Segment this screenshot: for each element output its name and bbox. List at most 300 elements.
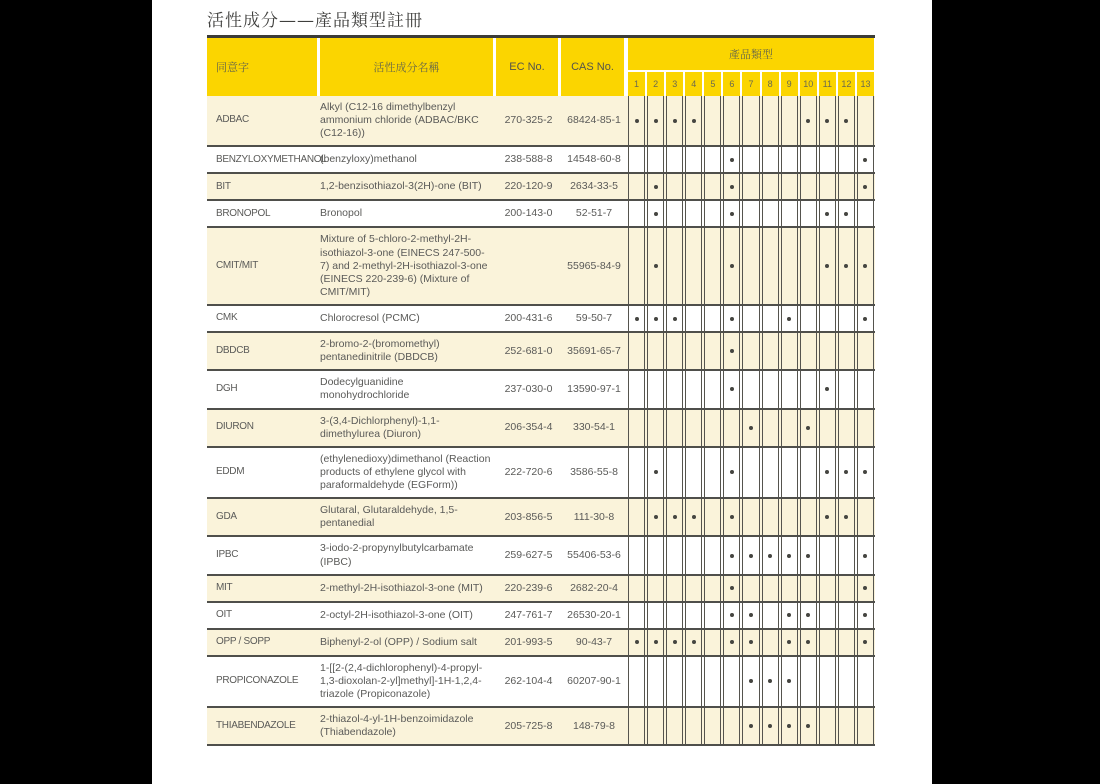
product-type-cell-9 [781, 708, 798, 744]
registered-dot-marker [654, 515, 658, 519]
product-type-cell-1 [628, 201, 645, 226]
product-type-cell-3 [666, 96, 683, 145]
registered-dot-marker [654, 264, 658, 268]
registered-dot-marker [692, 515, 696, 519]
ec-no-cell: 203-856-5 [504, 510, 553, 523]
table-body [207, 96, 875, 746]
header-cas-no: CAS No. [561, 38, 627, 96]
synonym-cell: ADBAC [216, 114, 249, 126]
ec-no-cell [496, 228, 561, 304]
product-type-cell-1 [628, 708, 645, 744]
registered-dot-marker [654, 185, 658, 189]
ingredient-name-cell: 1,2-benzisothiazol-3(2H)-one (BIT) [320, 180, 482, 193]
product-type-cell-3 [666, 174, 683, 199]
header-ec-no: EC No. [496, 38, 561, 96]
registered-dot-marker [768, 679, 772, 683]
product-type-cell-7 [742, 306, 759, 331]
product-type-cell-1 [628, 657, 645, 706]
product-type-cell-9 [781, 448, 798, 497]
product-type-cell-3 [666, 201, 683, 226]
synonym-cell: DGH [216, 383, 238, 395]
product-type-cell-11 [819, 306, 836, 331]
product-type-cell-5 [704, 448, 721, 497]
product-type-cell-6 [723, 603, 740, 628]
product-type-cell-11 [819, 657, 836, 706]
table-row [207, 657, 875, 708]
product-type-cell-13 [857, 576, 874, 601]
table-row [207, 306, 875, 333]
cas-no-cell: 330-54-1 [572, 421, 616, 434]
registered-dot-marker [749, 640, 753, 644]
product-type-cell-4 [685, 371, 702, 407]
registered-dot-marker [844, 470, 848, 474]
product-type-cell-13 [857, 147, 874, 172]
registered-dot-marker [863, 640, 867, 644]
document-page [152, 0, 932, 784]
product-type-cell-13 [857, 657, 874, 706]
product-type-cell-11 [819, 201, 836, 226]
ec-no-cell: 220-239-6 [504, 581, 553, 594]
product-type-cell-3 [666, 630, 683, 655]
ec-no-cell: 206-354-4 [504, 421, 553, 434]
header-product-type-numbers [627, 72, 875, 96]
product-type-cell-2 [647, 537, 664, 573]
product-type-cell-2 [647, 603, 664, 628]
registered-dot-marker [768, 724, 772, 728]
product-type-cell-10 [800, 96, 817, 145]
synonym-cell: OPP / SOPP [216, 635, 271, 647]
product-type-cell-5 [704, 603, 721, 628]
registered-dot-marker [730, 613, 734, 617]
ec-no-cell: 200-143-0 [504, 207, 553, 220]
synonym-cell: PROPICONAZOLE [216, 675, 299, 687]
product-type-cell-7 [742, 201, 759, 226]
ingredients-table [207, 35, 875, 746]
registered-dot-marker [787, 640, 791, 644]
table-row [207, 410, 875, 448]
product-type-cell-12 [838, 174, 855, 199]
product-type-cell-3 [666, 448, 683, 497]
product-type-column-12: 12 [838, 72, 855, 96]
header-product-types [627, 38, 875, 96]
product-type-cell-6 [723, 499, 740, 535]
ingredient-name-cell: Glutaral, Glutaraldehyde, 1,5-pentanedial [320, 504, 458, 530]
ingredient-name-cell: 2-octyl-2H-isothiazol-3-one (OIT) [320, 608, 473, 621]
registered-dot-marker [863, 158, 867, 162]
registered-dot-marker [654, 470, 658, 474]
registered-dot-marker [787, 317, 791, 321]
product-type-cell-10 [800, 174, 817, 199]
product-type-cell-13 [857, 499, 874, 535]
synonym-cell: THIABENDAZOLE [216, 719, 296, 731]
product-type-cell-3 [666, 410, 683, 446]
registered-dot-marker [825, 515, 829, 519]
product-type-cell-11 [819, 333, 836, 369]
product-type-cell-9 [781, 333, 798, 369]
cas-no-cell: 111-30-8 [573, 510, 615, 523]
product-type-cell-10 [800, 708, 817, 744]
product-type-cell-8 [762, 201, 779, 226]
registered-dot-marker [654, 119, 658, 123]
registered-dot-marker [749, 679, 753, 683]
product-type-cell-1 [628, 499, 645, 535]
product-type-cell-3 [666, 603, 683, 628]
product-type-cell-5 [704, 174, 721, 199]
product-type-cell-9 [781, 96, 798, 145]
table-row [207, 228, 875, 306]
cas-no-cell: 59-50-7 [575, 311, 613, 324]
product-type-cell-6 [723, 630, 740, 655]
registered-dot-marker [654, 212, 658, 216]
table-row [207, 630, 875, 657]
product-type-cell-10 [800, 228, 817, 304]
product-type-cell-9 [781, 371, 798, 407]
product-type-cell-4 [685, 201, 702, 226]
table-row [207, 96, 875, 147]
product-type-cell-13 [857, 228, 874, 304]
table-row [207, 201, 875, 228]
product-type-cell-6 [723, 410, 740, 446]
product-type-cell-12 [838, 96, 855, 145]
synonym-cell: IPBC [216, 549, 239, 561]
product-type-cell-2 [647, 657, 664, 706]
table-row [207, 333, 875, 371]
product-type-cell-6 [723, 657, 740, 706]
table-row [207, 537, 875, 575]
product-type-cell-8 [762, 306, 779, 331]
product-type-cell-13 [857, 603, 874, 628]
product-type-cell-12 [838, 448, 855, 497]
product-type-cells [627, 499, 875, 535]
product-type-cell-10 [800, 333, 817, 369]
registered-dot-marker [730, 349, 734, 353]
registered-dot-marker [730, 470, 734, 474]
product-type-cell-11 [819, 603, 836, 628]
registered-dot-marker [673, 317, 677, 321]
product-type-column-6: 6 [723, 72, 740, 96]
product-type-cell-11 [819, 147, 836, 172]
product-type-column-8: 8 [762, 72, 779, 96]
ingredient-name-cell: 3-iodo-2-propynylbutylcarbamate (IPBC) [320, 542, 474, 568]
product-type-cell-8 [762, 410, 779, 446]
product-type-cells [627, 630, 875, 655]
product-type-cell-9 [781, 174, 798, 199]
cas-no-cell: 55965-84-9 [567, 259, 621, 272]
product-type-cell-1 [628, 410, 645, 446]
product-type-cell-1 [628, 96, 645, 145]
registered-dot-marker [863, 613, 867, 617]
product-type-cell-9 [781, 410, 798, 446]
synonym-cell: DBDCB [216, 344, 250, 356]
product-type-cells [627, 410, 875, 446]
product-type-cell-8 [762, 630, 779, 655]
product-type-cell-13 [857, 306, 874, 331]
registered-dot-marker [825, 212, 829, 216]
ingredient-name-cell: Bronopol [320, 207, 363, 220]
product-type-cell-5 [704, 657, 721, 706]
registered-dot-marker [635, 640, 639, 644]
product-type-cell-6 [723, 147, 740, 172]
product-type-cells [627, 603, 875, 628]
synonym-cell: BRONOPOL [216, 207, 271, 219]
product-type-cell-3 [666, 499, 683, 535]
registered-dot-marker [806, 613, 810, 617]
product-type-cell-1 [628, 174, 645, 199]
registered-dot-marker [692, 640, 696, 644]
cas-no-cell: 13590-97-1 [567, 382, 621, 395]
product-type-cell-7 [742, 657, 759, 706]
product-type-cell-13 [857, 96, 874, 145]
ec-no-cell: 205-725-8 [504, 719, 553, 732]
product-type-cell-9 [781, 537, 798, 573]
product-type-cell-4 [685, 147, 702, 172]
product-type-cell-13 [857, 537, 874, 573]
table-row [207, 603, 875, 630]
product-type-cell-7 [742, 576, 759, 601]
cas-no-cell: 148-79-8 [572, 719, 616, 732]
product-type-cell-9 [781, 306, 798, 331]
product-type-cell-5 [704, 147, 721, 172]
cas-no-cell: 90-43-7 [575, 635, 613, 648]
product-type-cell-3 [666, 576, 683, 601]
ec-no-cell: 270-325-2 [504, 114, 553, 127]
table-row [207, 371, 875, 409]
product-type-cells [627, 96, 875, 145]
product-type-cell-6 [723, 576, 740, 601]
product-type-cell-4 [685, 708, 702, 744]
product-type-column-7: 7 [742, 72, 759, 96]
product-type-cell-6 [723, 174, 740, 199]
product-type-cell-1 [628, 333, 645, 369]
product-type-cell-13 [857, 201, 874, 226]
table-row [207, 147, 875, 174]
registered-dot-marker [825, 264, 829, 268]
product-type-cell-6 [723, 228, 740, 304]
synonym-cell: CMIT/MIT [216, 259, 259, 271]
product-type-cell-7 [742, 333, 759, 369]
product-type-cell-2 [647, 174, 664, 199]
product-type-cell-10 [800, 603, 817, 628]
product-type-cell-11 [819, 537, 836, 573]
product-type-cell-12 [838, 371, 855, 407]
header-ingredient-name: 活性成分名稱 [320, 38, 496, 96]
product-type-cell-7 [742, 630, 759, 655]
product-type-cell-7 [742, 448, 759, 497]
product-type-cell-12 [838, 630, 855, 655]
product-type-cell-4 [685, 499, 702, 535]
registered-dot-marker [806, 426, 810, 430]
registered-dot-marker [863, 185, 867, 189]
product-type-cell-12 [838, 537, 855, 573]
registered-dot-marker [787, 554, 791, 558]
product-type-cell-6 [723, 537, 740, 573]
product-type-cell-2 [647, 708, 664, 744]
product-type-cell-11 [819, 371, 836, 407]
product-type-cell-7 [742, 147, 759, 172]
product-type-cell-2 [647, 147, 664, 172]
registered-dot-marker [844, 515, 848, 519]
table-row [207, 576, 875, 603]
ingredient-name-cell: Mixture of 5-chloro-2-methyl-2H-isothiazol-3-one (EINECS 247-500-7) and 2-methyl-2H-isothiazol-3-one (EINECS 220-239-6) (Mixture of CMIT/MIT) [320, 233, 488, 298]
product-type-cell-2 [647, 333, 664, 369]
ingredient-name-cell: Biphenyl-2-ol (OPP) / Sodium salt [320, 635, 477, 648]
registered-dot-marker [825, 119, 829, 123]
cas-no-cell: 60207-90-1 [567, 674, 621, 687]
product-type-cell-8 [762, 537, 779, 573]
product-type-cell-1 [628, 603, 645, 628]
registered-dot-marker [749, 426, 753, 430]
product-type-cell-10 [800, 306, 817, 331]
cas-no-cell: 55406-53-6 [567, 548, 621, 561]
product-type-cell-6 [723, 306, 740, 331]
synonym-cell: BENZYLOXYMETHANOL [216, 153, 327, 165]
product-type-cell-13 [857, 371, 874, 407]
product-type-cell-13 [857, 174, 874, 199]
registered-dot-marker [730, 554, 734, 558]
product-type-cell-3 [666, 371, 683, 407]
product-type-cell-2 [647, 201, 664, 226]
product-type-cell-4 [685, 228, 702, 304]
cas-no-cell: 2634-33-5 [570, 180, 618, 193]
cas-no-cell: 35691-65-7 [567, 344, 621, 357]
ec-no-cell: 252-681-0 [504, 344, 553, 357]
product-type-cell-2 [647, 410, 664, 446]
registered-dot-marker [825, 470, 829, 474]
registered-dot-marker [863, 264, 867, 268]
product-type-cell-7 [742, 708, 759, 744]
product-type-cell-9 [781, 228, 798, 304]
synonym-cell: GDA [216, 511, 237, 522]
registered-dot-marker [787, 613, 791, 617]
synonym-cell: MIT [216, 581, 233, 593]
product-type-cell-12 [838, 147, 855, 172]
product-type-cell-4 [685, 174, 702, 199]
product-type-cell-8 [762, 174, 779, 199]
product-type-cell-12 [838, 603, 855, 628]
ec-no-cell: 262-104-4 [504, 674, 553, 687]
product-type-cell-9 [781, 499, 798, 535]
registered-dot-marker [863, 317, 867, 321]
product-type-cell-8 [762, 708, 779, 744]
product-type-cells [627, 708, 875, 744]
product-type-cell-11 [819, 448, 836, 497]
product-type-cell-2 [647, 499, 664, 535]
product-type-cell-9 [781, 201, 798, 226]
product-type-cells [627, 306, 875, 331]
registered-dot-marker [673, 119, 677, 123]
product-type-cell-12 [838, 306, 855, 331]
product-type-cell-7 [742, 96, 759, 145]
product-type-cell-2 [647, 448, 664, 497]
product-type-cell-3 [666, 333, 683, 369]
product-type-cell-3 [666, 657, 683, 706]
ec-no-cell: 220-120-9 [504, 180, 553, 193]
product-type-cell-5 [704, 371, 721, 407]
cas-no-cell: 2682-20-4 [570, 581, 618, 594]
product-type-column-3: 3 [666, 72, 683, 96]
registered-dot-marker [635, 119, 639, 123]
registered-dot-marker [749, 613, 753, 617]
product-type-cell-7 [742, 537, 759, 573]
registered-dot-marker [635, 317, 639, 321]
product-type-cell-9 [781, 603, 798, 628]
product-type-cell-12 [838, 228, 855, 304]
registered-dot-marker [673, 640, 677, 644]
product-type-cell-5 [704, 333, 721, 369]
product-type-cell-3 [666, 306, 683, 331]
product-type-cell-2 [647, 630, 664, 655]
product-type-column-4: 4 [685, 72, 702, 96]
product-type-cell-2 [647, 576, 664, 601]
product-type-cell-3 [666, 228, 683, 304]
page-title: 活性成分——產品類型註冊 [207, 11, 423, 31]
product-type-cell-10 [800, 657, 817, 706]
cas-no-cell: 3586-55-8 [570, 465, 618, 478]
product-type-cell-5 [704, 708, 721, 744]
product-type-cell-4 [685, 410, 702, 446]
ec-no-cell: 201-993-5 [504, 635, 553, 648]
registered-dot-marker [806, 724, 810, 728]
product-type-cell-8 [762, 333, 779, 369]
product-type-cell-12 [838, 410, 855, 446]
product-type-cell-5 [704, 96, 721, 145]
registered-dot-marker [730, 212, 734, 216]
product-type-cell-7 [742, 371, 759, 407]
product-type-cell-4 [685, 603, 702, 628]
ec-no-cell: 247-761-7 [504, 608, 553, 621]
registered-dot-marker [654, 640, 658, 644]
registered-dot-marker [806, 554, 810, 558]
registered-dot-marker [806, 119, 810, 123]
product-type-cell-1 [628, 306, 645, 331]
ec-no-cell: 259-627-5 [504, 548, 553, 561]
ec-no-cell: 222-720-6 [504, 465, 553, 478]
product-type-cells [627, 448, 875, 497]
product-type-cell-1 [628, 147, 645, 172]
product-type-cell-9 [781, 147, 798, 172]
product-type-cell-7 [742, 603, 759, 628]
product-type-cell-1 [628, 576, 645, 601]
registered-dot-marker [825, 387, 829, 391]
table-row [207, 448, 875, 499]
product-type-cell-12 [838, 708, 855, 744]
registered-dot-marker [844, 264, 848, 268]
product-type-cell-10 [800, 537, 817, 573]
product-type-cell-8 [762, 147, 779, 172]
product-type-cell-9 [781, 657, 798, 706]
registered-dot-marker [730, 185, 734, 189]
registered-dot-marker [787, 724, 791, 728]
product-type-cell-11 [819, 410, 836, 446]
registered-dot-marker [844, 119, 848, 123]
synonym-cell: OIT [216, 608, 232, 620]
product-type-cells [627, 371, 875, 407]
product-type-cell-13 [857, 448, 874, 497]
product-type-cell-10 [800, 410, 817, 446]
ingredient-name-cell: 1-[[2-(2,4-dichlorophenyl)-4-propyl-1,3-dioxolan-2-yl]methyl]-1H-1,2,4-triazole (Propiconazole) [320, 661, 483, 700]
product-type-cell-1 [628, 371, 645, 407]
product-type-cell-1 [628, 228, 645, 304]
synonym-cell: BIT [216, 180, 231, 192]
product-type-cells [627, 147, 875, 172]
registered-dot-marker [787, 679, 791, 683]
ingredient-name-cell: 2-bromo-2-(bromomethyl) pentanedinitrile (DBDCB) [320, 338, 440, 364]
product-type-cell-12 [838, 499, 855, 535]
product-type-cell-4 [685, 448, 702, 497]
product-type-cell-4 [685, 306, 702, 331]
ingredient-name-cell: Chlorocresol (PCMC) [320, 311, 420, 324]
synonym-cell: CMK [216, 312, 238, 324]
